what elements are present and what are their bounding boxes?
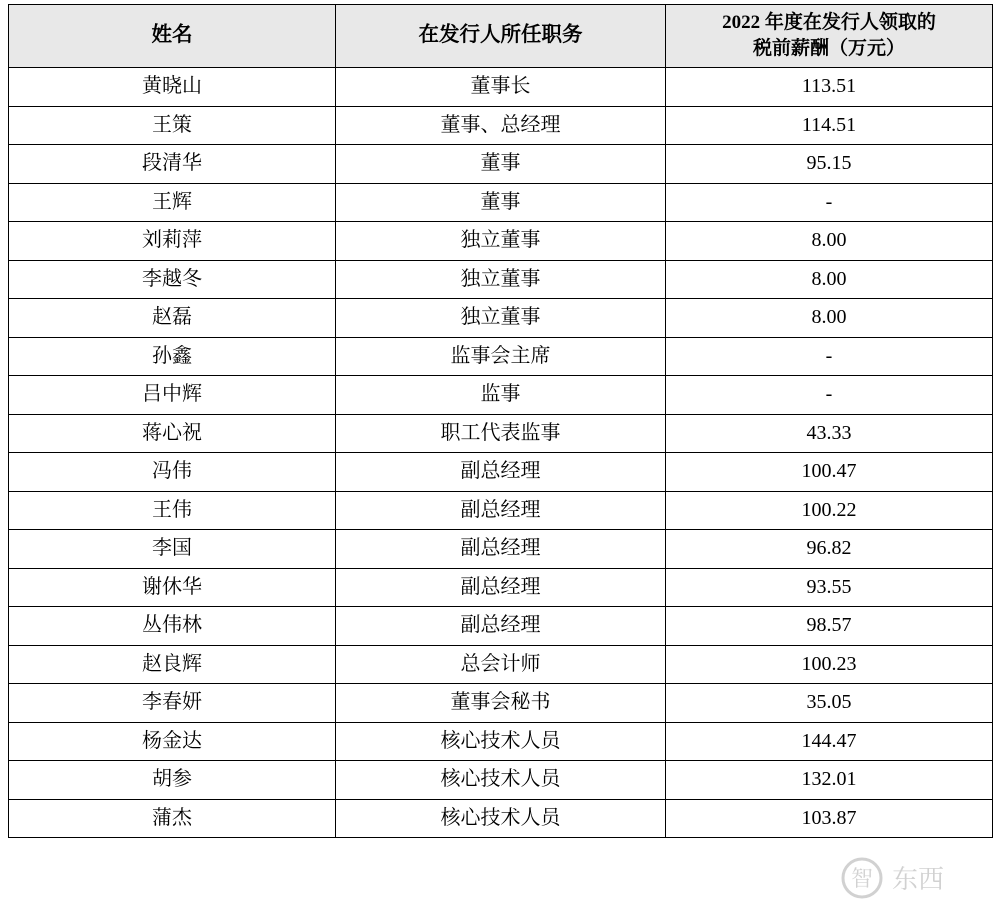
compensation-table: [8, 4, 993, 838]
column-header-pretax-pay: [666, 5, 993, 68]
cell-name: 冯伟: [9, 453, 336, 492]
svg-text:东西: 东西: [892, 865, 945, 895]
cell-pretax-pay: 100.47: [666, 453, 993, 492]
cell-pretax-pay: 113.51: [666, 68, 993, 107]
cell-name: 段清华: [9, 145, 336, 184]
cell-pretax-pay: -: [666, 376, 993, 415]
cell-name: 赵良辉: [9, 645, 336, 684]
column-header-pretax-pay-line1: 2022 年度在发行人领取的: [722, 12, 936, 34]
cell-position: 副总经理: [336, 607, 666, 646]
cell-position: 董事会秘书: [336, 684, 666, 723]
cell-pretax-pay: 95.15: [666, 145, 993, 184]
cell-position: 职工代表监事: [336, 414, 666, 453]
cell-name: 李越冬: [9, 260, 336, 299]
cell-name: 吕中辉: [9, 376, 336, 415]
table-row: [9, 260, 993, 299]
cell-position: 核心技术人员: [336, 799, 666, 838]
cell-position: 独立董事: [336, 222, 666, 261]
cell-pretax-pay: 132.01: [666, 761, 993, 800]
cell-name: 蒲杰: [9, 799, 336, 838]
cell-name: 赵磊: [9, 299, 336, 338]
cell-pretax-pay: 100.23: [666, 645, 993, 684]
table-row: [9, 183, 993, 222]
cell-name: 蒋心祝: [9, 414, 336, 453]
cell-name: 黄晓山: [9, 68, 336, 107]
column-header-position: 在发行人所任职务: [336, 5, 666, 68]
table-header: [9, 5, 993, 68]
cell-name: 杨金达: [9, 722, 336, 761]
table-row: [9, 376, 993, 415]
svg-text:智: 智: [850, 867, 874, 892]
table-row: [9, 337, 993, 376]
cell-pretax-pay: 144.47: [666, 722, 993, 761]
cell-position: 副总经理: [336, 568, 666, 607]
table-row: [9, 453, 993, 492]
cell-name: 王辉: [9, 183, 336, 222]
cell-pretax-pay: -: [666, 337, 993, 376]
cell-name: 李国: [9, 530, 336, 569]
cell-position: 核心技术人员: [336, 761, 666, 800]
cell-position: 监事会主席: [336, 337, 666, 376]
cell-position: 独立董事: [336, 260, 666, 299]
cell-pretax-pay: 103.87: [666, 799, 993, 838]
cell-position: 董事: [336, 145, 666, 184]
table-row: [9, 645, 993, 684]
cell-pretax-pay: 8.00: [666, 260, 993, 299]
cell-pretax-pay: 100.22: [666, 491, 993, 530]
cell-position: 董事长: [336, 68, 666, 107]
column-header-pretax-pay-line2: 税前薪酬（万元）: [752, 38, 905, 59]
cell-name: 刘莉萍: [9, 222, 336, 261]
cell-pretax-pay: 43.33: [666, 414, 993, 453]
cell-position: 核心技术人员: [336, 722, 666, 761]
table-row: [9, 607, 993, 646]
cell-pretax-pay: 98.57: [666, 607, 993, 646]
cell-pretax-pay: 93.55: [666, 568, 993, 607]
cell-position: 副总经理: [336, 453, 666, 492]
table-row: [9, 106, 993, 145]
cell-pretax-pay: 96.82: [666, 530, 993, 569]
cell-position: 董事: [336, 183, 666, 222]
cell-name: 王策: [9, 106, 336, 145]
column-header-name: 姓名: [9, 5, 336, 68]
table-row: [9, 222, 993, 261]
table-row: [9, 684, 993, 723]
table-row: [9, 568, 993, 607]
watermark-logo: [840, 852, 990, 904]
cell-name: 谢休华: [9, 568, 336, 607]
table-row: [9, 799, 993, 838]
table-body: [9, 68, 993, 838]
table-row: [9, 491, 993, 530]
table-row: [9, 530, 993, 569]
cell-name: 李春妍: [9, 684, 336, 723]
table-row: [9, 761, 993, 800]
cell-name: 丛伟林: [9, 607, 336, 646]
cell-position: 副总经理: [336, 530, 666, 569]
table-row: [9, 145, 993, 184]
cell-pretax-pay: 8.00: [666, 299, 993, 338]
cell-name: 胡参: [9, 761, 336, 800]
cell-pretax-pay: 35.05: [666, 684, 993, 723]
cell-position: 总会计师: [336, 645, 666, 684]
table-header-row: [9, 5, 993, 68]
table-row: [9, 299, 993, 338]
cell-position: 独立董事: [336, 299, 666, 338]
table-row: [9, 722, 993, 761]
cell-position: 监事: [336, 376, 666, 415]
cell-pretax-pay: 8.00: [666, 222, 993, 261]
compensation-table-container: [8, 4, 992, 838]
cell-position: 副总经理: [336, 491, 666, 530]
cell-name: 王伟: [9, 491, 336, 530]
cell-pretax-pay: 114.51: [666, 106, 993, 145]
cell-name: 孙鑫: [9, 337, 336, 376]
cell-pretax-pay: -: [666, 183, 993, 222]
table-row: [9, 68, 993, 107]
cell-position: 董事、总经理: [336, 106, 666, 145]
table-row: [9, 414, 993, 453]
